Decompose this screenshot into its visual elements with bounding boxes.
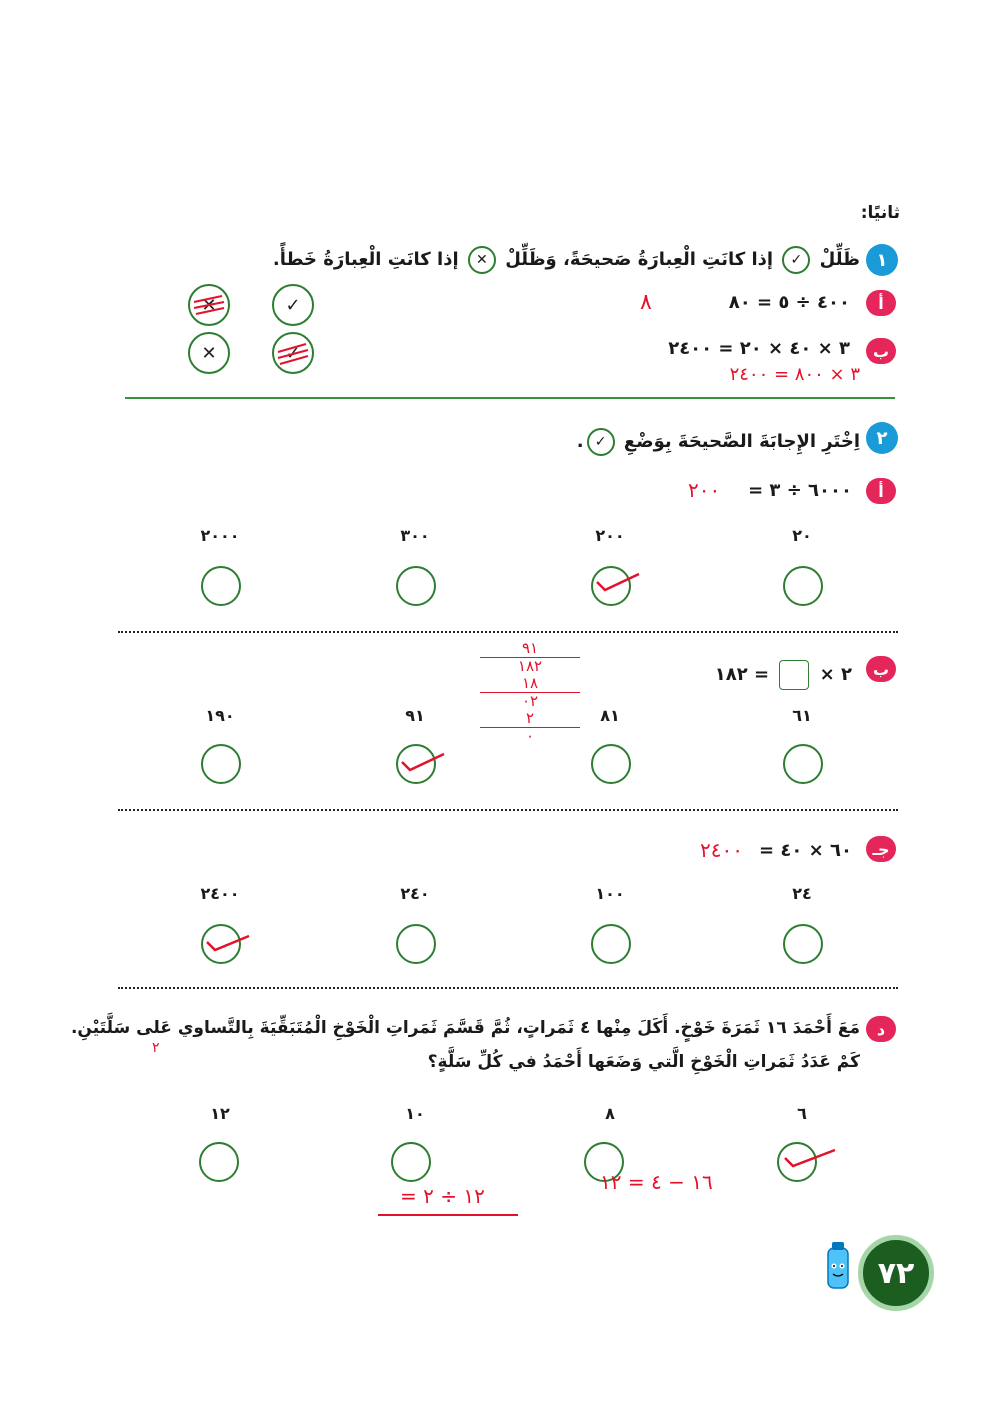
q2-c-handwritten: ٢٤٠٠ bbox=[700, 838, 743, 862]
q2-d-handwritten-subtraction: ١٦ − ٤ = ١٢ bbox=[600, 1170, 713, 1194]
q2-c-option-label: ٢٤٠ bbox=[400, 884, 430, 903]
q2-c-equation: ٦٠ × ٤٠ = bbox=[759, 840, 852, 861]
q2-c-option-circle-selected[interactable] bbox=[201, 924, 241, 964]
q2-a-handwritten: ٢٠٠ bbox=[688, 478, 721, 502]
q2-a-option-label: ٢٠٠٠ bbox=[200, 526, 240, 545]
water-bottle-mascot-icon bbox=[818, 1240, 858, 1294]
q2-b-handwritten-work bbox=[480, 640, 580, 745]
q1-item-a-equation: ٤٠٠ ÷ ٥ = ٨٠ bbox=[728, 292, 850, 313]
q2-c-badge: جـ bbox=[866, 836, 896, 862]
q2-a-equation: ٦٠٠٠ ÷ ٣ = bbox=[748, 480, 852, 501]
instruction-true-text: إذا كانَتِ الْعِبارَةُ صَحيحَةً، وَظَلِّلْ bbox=[505, 249, 774, 270]
q1-b-true-circle[interactable] bbox=[272, 332, 314, 374]
work-line: ٠٢ bbox=[480, 692, 580, 710]
q1-item-b-badge: ب bbox=[866, 338, 896, 364]
section-divider bbox=[125, 397, 895, 399]
work-line: ٠ bbox=[480, 727, 580, 745]
q2-a-option-circle[interactable] bbox=[201, 566, 241, 606]
work-line: ١٨ bbox=[521, 674, 539, 692]
q2-d-story-line-2: كَمْ عَدَدُ ثَمَراتِ الْخَوْخِ الَّتي وَضَعَها أَحْمَدُ في كُلِّ سَلَّةٍ؟ bbox=[427, 1052, 860, 1072]
q1-b-false-circle[interactable] bbox=[188, 332, 230, 374]
q2-c-option-label: ١٠٠ bbox=[595, 884, 625, 903]
question-2-instruction: اِخْتَرِ الإِجابَةَ الصَّحيحَةَ بِوَضْعِ ✓. bbox=[577, 428, 860, 456]
q2-b-equation-left: ٢ × bbox=[819, 664, 852, 685]
tick-mark-icon bbox=[781, 1146, 837, 1170]
q2-a-option-label: ٢٠ bbox=[792, 526, 812, 545]
dotted-divider bbox=[118, 987, 898, 989]
q1-item-b-handwritten: ٣ × ٨٠٠ = ٢٤٠٠ bbox=[729, 364, 860, 385]
q2-d-badge: د bbox=[866, 1016, 896, 1042]
tick-mark-icon bbox=[203, 930, 253, 954]
q2-c-option-label: ٢٤ bbox=[792, 884, 812, 903]
check-icon: ✓ bbox=[587, 428, 615, 456]
question-2-badge: ٢ bbox=[866, 422, 898, 454]
shade-scribble-icon bbox=[192, 292, 226, 318]
instruction-false-text: إذا كانَتِ الْعِبارَةُ خَطأً. bbox=[272, 249, 459, 270]
q1-a-true-circle[interactable] bbox=[272, 284, 314, 326]
q2-d-option-circle[interactable] bbox=[391, 1142, 431, 1182]
q1-item-b-equation: ٣ × ٤٠ × ٢٠ = ٢٤٠٠ bbox=[668, 338, 850, 359]
section-title: ثانيًا: bbox=[860, 203, 900, 223]
check-icon: ✓ bbox=[285, 294, 301, 316]
q2-b-option-circle[interactable] bbox=[783, 744, 823, 784]
shade-scribble-icon bbox=[276, 340, 310, 366]
q2-c-option-circle[interactable] bbox=[591, 924, 631, 964]
q2-c-option-circle[interactable] bbox=[783, 924, 823, 964]
work-line: ١٨٢ bbox=[480, 657, 580, 675]
q2-a-option-circle-selected[interactable] bbox=[591, 566, 631, 606]
question-1-instruction bbox=[273, 246, 860, 274]
q1-item-a-badge: أ bbox=[866, 290, 896, 316]
instruction-shade-text: ظَلِّلْ bbox=[819, 249, 860, 270]
q2-c-option-circle[interactable] bbox=[396, 924, 436, 964]
dotted-divider bbox=[118, 631, 898, 633]
q2-c-option-label: ٢٤٠٠ bbox=[200, 884, 240, 903]
q2-d-handwritten-mark: ٢ bbox=[152, 1040, 160, 1056]
q2-a-option-label: ٢٠٠ bbox=[595, 526, 625, 545]
q2-d-handwritten-division: ١٢ ÷ ٢ = bbox=[400, 1184, 485, 1208]
q2-b-equation bbox=[715, 660, 852, 690]
q1-item-a-handwritten: ٨ bbox=[640, 290, 652, 315]
cross-icon: ✕ bbox=[468, 246, 496, 274]
cross-icon: ✕ bbox=[201, 294, 217, 316]
check-icon: ✓ bbox=[782, 246, 810, 274]
q1-a-false-circle[interactable] bbox=[188, 284, 230, 326]
q2-a-option-circle[interactable] bbox=[396, 566, 436, 606]
page-number: ٧٢ bbox=[858, 1235, 934, 1311]
q2-b-equation-right: = ١٨٢ bbox=[714, 664, 770, 685]
instruction-choose-text: اِخْتَرِ الإِجابَةَ الصَّحيحَةَ بِوَضْعِ bbox=[623, 431, 860, 452]
q2-b-option-circle[interactable] bbox=[591, 744, 631, 784]
tick-mark-icon bbox=[593, 572, 643, 596]
q2-d-option-label: ٦ bbox=[797, 1104, 807, 1123]
answer-box[interactable] bbox=[779, 660, 809, 690]
q2-b-option-label: ٨١ bbox=[600, 706, 620, 725]
tick-mark-icon bbox=[398, 750, 448, 774]
q2-b-option-label: ٩١ bbox=[405, 706, 425, 725]
q2-b-option-circle-selected[interactable] bbox=[396, 744, 436, 784]
work-line: ٩١ bbox=[521, 639, 539, 657]
q2-d-option-circle[interactable] bbox=[199, 1142, 239, 1182]
q2-a-option-circle[interactable] bbox=[783, 566, 823, 606]
q2-b-badge: ب bbox=[866, 656, 896, 682]
cross-icon: ✕ bbox=[201, 342, 217, 364]
q2-b-option-label: ٦١ bbox=[792, 706, 812, 725]
q2-b-option-label: ١٩٠ bbox=[205, 706, 235, 725]
question-1-badge: ١ bbox=[866, 244, 898, 276]
check-icon: ✓ bbox=[285, 342, 301, 364]
dotted-divider bbox=[118, 809, 898, 811]
q2-d-option-circle-selected[interactable] bbox=[777, 1142, 817, 1182]
handwritten-underline bbox=[378, 1214, 518, 1216]
q2-d-option-label: ٨ bbox=[605, 1104, 615, 1123]
q2-b-option-circle[interactable] bbox=[201, 744, 241, 784]
q2-a-badge: أ bbox=[866, 478, 896, 504]
q2-d-option-label: ١٠ bbox=[405, 1104, 425, 1123]
q2-a-option-label: ٣٠٠ bbox=[400, 526, 430, 545]
q2-d-option-label: ١٢ bbox=[210, 1104, 230, 1123]
q2-d-story-line-1: مَعَ أَحْمَدَ ١٦ ثَمَرَةَ خَوْخٍ. أَكَلَ مِنْها ٤ ثَمَراتٍ، ثُمَّ قَسَّمَ ثَمَراتِ الْخَوْخِ الْمُتَبَقِّيَةَ بِالتَّساوي عَلى سَلَّتَيْنِ. bbox=[70, 1018, 860, 1038]
work-line: ٢ bbox=[525, 709, 535, 727]
